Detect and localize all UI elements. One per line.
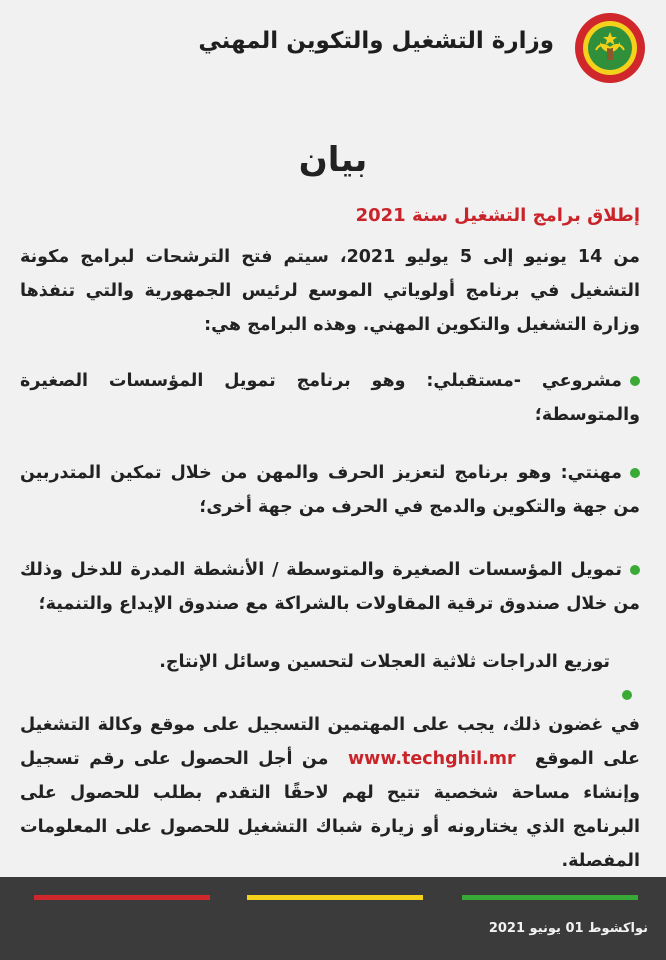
website-link[interactable]: www.techghil.mr (347, 749, 516, 769)
statement-subtitle: إطلاق برامج التشغيل سنة 2021 (355, 205, 640, 226)
closing-text-2: من أجل الحصول على رقم تسجيل وإنشاء مساحة شخصية تتيح لهم لاحقًا التقدم بطلب للحصول على البرنامج الذي يختارونه أو زيارة شباك التشغيل للحصول على المعلومات المفصلة. (20, 749, 640, 871)
green-bullet-icon (630, 468, 640, 478)
intro-paragraph: من 14 يونيو إلى 5 يوليو 2021، سيتم فتح الترشحات لبرامج مكونة التشغيل في برنامج أولوياتي الموسع لرئيس الجمهورية والتي تنفذها وزارة التشغيل والتكوين المهني. وهذه البرامج هي: (20, 247, 641, 335)
bullet-text: مشروعي -مستقبلي: وهو برنامج تمويل المؤسسات الصغيرة والمتوسطة؛ (20, 371, 640, 425)
ministry-name: وزارة التشغيل والتكوين المهني (198, 28, 554, 54)
header (0, 0, 666, 100)
red-stripe (34, 895, 210, 900)
bullet-item-4 (20, 645, 610, 679)
green-bullet-icon (622, 690, 632, 700)
bullet-item-3 (20, 553, 640, 621)
bullet-text: توزيع الدراجات ثلاثية العجلات لتحسين وسائل الإنتاج. (159, 652, 610, 672)
green-bullet-icon (630, 376, 640, 386)
green-stripe (462, 895, 638, 900)
footer-date: نواكشوط 01 يونيو 2021 (488, 921, 648, 936)
statement-title: بيان (298, 140, 368, 180)
yellow-stripe (247, 895, 423, 900)
footer (0, 877, 666, 960)
closing-paragraph (20, 708, 640, 878)
closing-text-1: في غضون ذلك، يجب على المهتمين التسجيل على موقع وكالة التشغيل على الموقع (20, 715, 640, 769)
bullet-item-2 (20, 456, 640, 524)
national-emblem-icon (574, 12, 646, 84)
bullet-text: مهنتي: وهو برنامج لتعزيز الحرف والمهن من خلال تمكين المتدربين من جهة والتكوين والدمج في الحرف من جهة أخرى؛ (20, 463, 640, 517)
green-bullet-icon (630, 565, 640, 575)
bullet-text: تمويل المؤسسات الصغيرة والمتوسطة / الأنشطة المدرة للدخل وذلك من خلال صندوق ترقية المقاولات بالشراكة مع صندوق الإيداع والتنمية؛ (20, 560, 640, 614)
bullet-item-1 (20, 364, 640, 432)
